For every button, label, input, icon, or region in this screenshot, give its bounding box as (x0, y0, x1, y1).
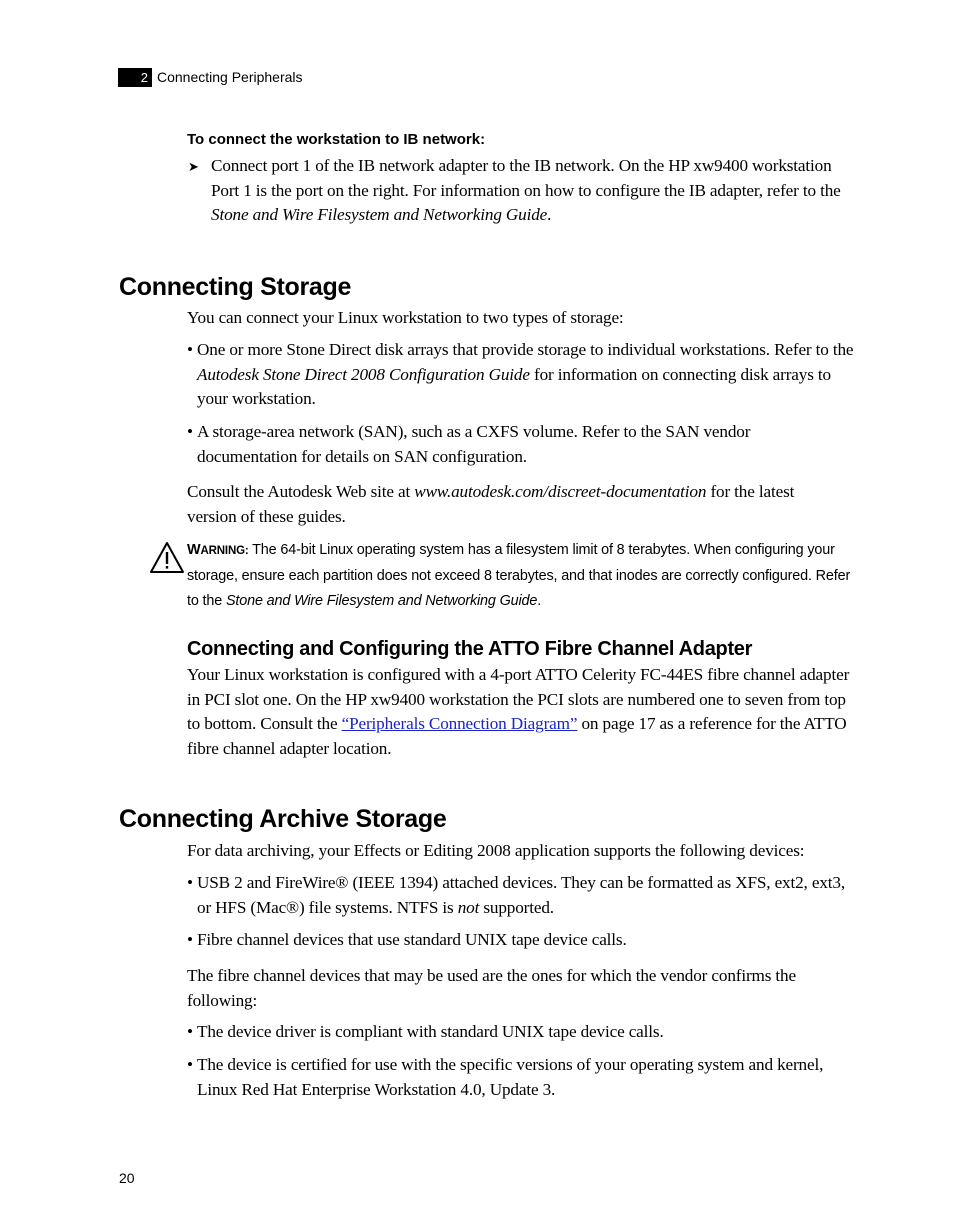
bullet-icon: • (187, 930, 193, 949)
list-item-text: The device driver is compliant with standard UNIX tape device calls. (197, 1022, 664, 1041)
warning-label: WARNING: (187, 542, 249, 558)
heading-connecting-storage: Connecting Storage (119, 273, 352, 301)
warning-note: WARNING: The 64-bit Linux operating system has a filesystem limit of 8 terabytes. When configuring your storage, ensure each partition does not exceed 8 terabytes, and that inodes are correctly configured. Refer to the Stone and Wire Filesystem and Networking Guide. (187, 542, 851, 609)
warning-triangle-icon (149, 541, 185, 575)
list-item-text: One or more Stone Direct disk arrays that provide storage to individual workstations. Refer to the Autodesk Stone Direct 2008 Configuration Guide for information on connecting disk arrays to your workstation. (197, 340, 854, 409)
procedure-step: Connect port 1 of the IB network adapter to the IB network. On the HP xw9400 workstation Port 1 is the port on the right. For information on how to configure the IB adapter, refer to the Stone and Wire Filesystem and Networking Guide. (211, 156, 841, 225)
bullet-icon: • (187, 873, 193, 892)
storage-intro: You can connect your Linux workstation to two types of storage: (187, 308, 624, 327)
chapter-title: Connecting Peripherals (157, 69, 303, 85)
list-item-text: The device is certified for use with the specific versions of your operating system and kernel, Linux Red Hat Enterprise Workstation 4.0, Update 3. (197, 1055, 824, 1099)
list-item-text: A storage-area network (SAN), such as a CXFS volume. Refer to the SAN vendor documentation for details on SAN configuration. (197, 422, 751, 466)
peripherals-diagram-link[interactable]: “Peripherals Connection Diagram” (341, 714, 578, 734)
bullet-icon: • (187, 422, 193, 441)
procedure-title: To connect the workstation to IB network: (187, 131, 486, 148)
list-item-text: USB 2 and FireWire® (IEEE 1394) attached devices. They can be formatted as XFS, ext2, ext3, or HFS (Mac®) file systems. NTFS is not supported. (197, 873, 845, 917)
atto-paragraph: Your Linux workstation is configured with a 4-port ATTO Celerity FC-44ES fibre channel adapter in PCI slot one. On the HP xw9400 workstation the PCI slots are numbered one to seven from top to bottom. Consult the “Peripherals Connection Diagram” on page 17 as a reference for the ATTO fibre channel adapter location. (187, 665, 850, 758)
bullet-icon: • (187, 1022, 193, 1041)
consult-paragraph: Consult the Autodesk Web site at www.autodesk.com/discreet-documentation for the latest version of these guides. (187, 482, 795, 526)
archive-paragraph: The fibre channel devices that may be used are the ones for which the vendor confirms the following: (187, 966, 796, 1010)
bullet-icon: • (187, 340, 193, 359)
heading-connecting-archive-storage: Connecting Archive Storage (119, 805, 447, 833)
chapter-number-box: 2 (118, 68, 152, 87)
bullet-icon: • (187, 1055, 193, 1074)
list-item-text: Fibre channel devices that use standard UNIX tape device calls. (197, 930, 627, 949)
archive-intro: For data archiving, your Effects or Editing 2008 application supports the following devices: (187, 841, 805, 860)
heading-atto-adapter: Connecting and Configuring the ATTO Fibre Channel Adapter (187, 638, 753, 660)
step-arrow-icon: ➤ (188, 159, 199, 174)
page-number: 20 (119, 1170, 135, 1186)
